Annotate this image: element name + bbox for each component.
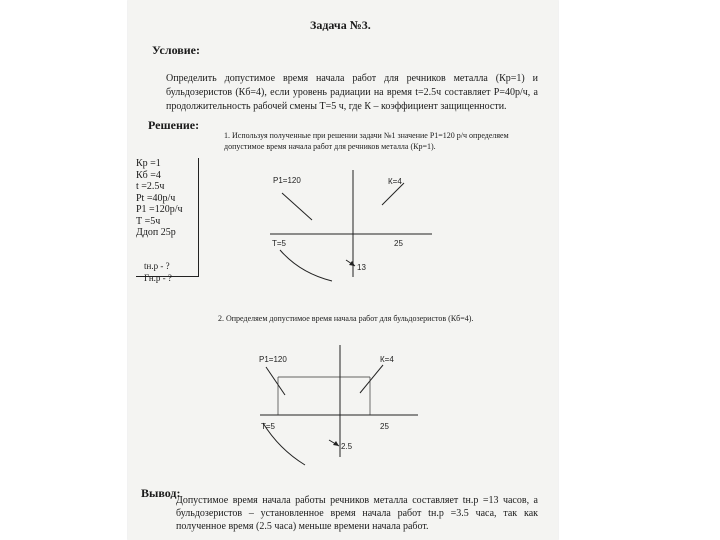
condition-heading: Условие: — [152, 43, 200, 57]
page-title: Задача №3. — [310, 18, 371, 32]
k-label: К=4 — [380, 355, 394, 364]
t-label: Т=5 — [261, 422, 276, 431]
k-label: К=4 — [388, 177, 402, 186]
find-item: tн.р - ? — [144, 261, 170, 271]
nomogram-1 — [260, 165, 440, 285]
given-item: Кр =1 — [136, 158, 161, 169]
p1-label: Р1=120 — [273, 176, 301, 185]
nomogram-2 — [255, 345, 430, 470]
t-label: Т=5 — [272, 239, 287, 248]
dose-label: 25 — [380, 422, 389, 431]
solution-step-1: 1. Используя полученные при решении задачи №1 значение P1=120 р/ч определяем допустимое время начала работ для речников металла (Кр=1). — [224, 131, 509, 151]
given-item: Р1 =120р/ч — [136, 204, 183, 215]
solution-heading: Решение: — [148, 118, 200, 132]
k-scale-line — [360, 365, 383, 393]
given-item: t =2.5ч — [136, 181, 165, 192]
given-item: Кб =4 — [136, 169, 161, 181]
p1-label: Р1=120 — [259, 355, 287, 364]
solution-step-2: 2. Определяем допустимое время начала работ для бульдозеристов (Кб=4). — [218, 314, 474, 323]
find-item: Гн.р - ? — [144, 273, 172, 283]
given-item: Рt =40р/ч — [136, 192, 176, 204]
conclusion-heading: Вывод: — [141, 486, 181, 500]
given-item: Т =5ч — [136, 215, 161, 227]
time-curve — [280, 250, 332, 281]
answer-label: 13 — [357, 263, 366, 272]
p-scale-line — [282, 193, 312, 220]
k-scale-line — [382, 183, 404, 205]
given-item: Ддоп 25р — [136, 227, 176, 238]
find-block — [144, 260, 172, 284]
dose-label: 25 — [394, 239, 403, 248]
answer-arrowhead — [349, 261, 355, 266]
condition-text: Определить допустимое время начала работ для речников металла (Кр=1) и бульдозеристов (Кб=4), если уровень радиации на время t=2.5ч составляет P=40р/ч, а продолжительность рабочей смены Т=5 ч, где К – коэффициент защищенности. — [166, 73, 538, 112]
p-scale-line — [266, 367, 285, 395]
conclusion-text: Допустимое время начала работы речников металла составляет tн.р =13 часов, а бульдозеристов – установленное время начала работ tн.р =3.5 часа, так как полученное время (2.5 часа) меньше времени начала работ. — [176, 495, 538, 532]
answer-label: 2.5 — [341, 442, 353, 451]
